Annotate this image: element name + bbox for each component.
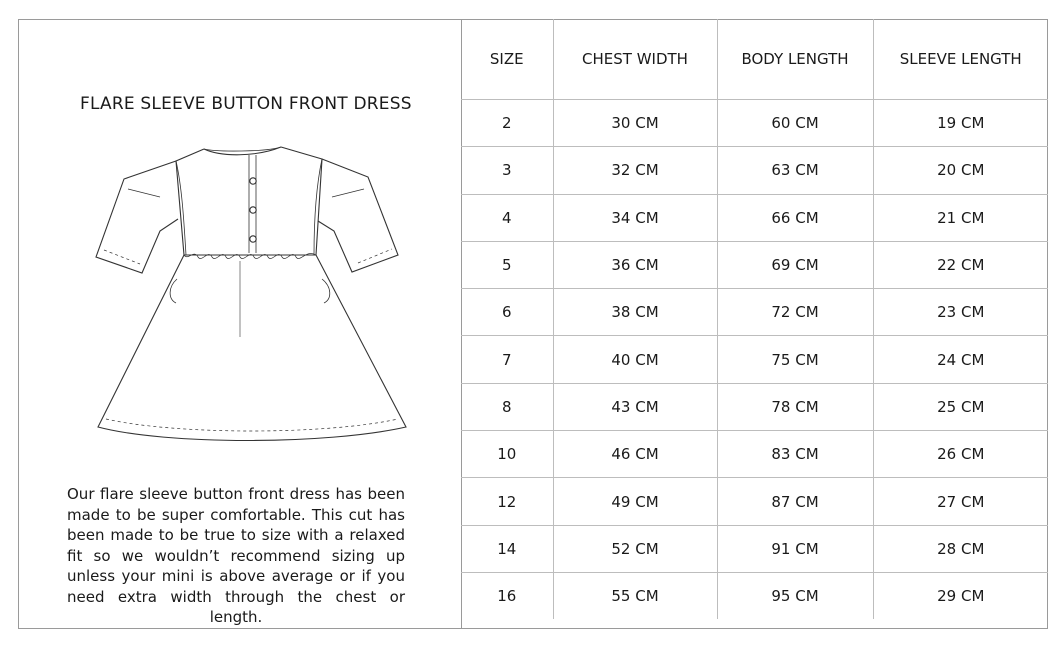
cell-size: 2 (461, 100, 553, 147)
cell-body-length: 69 CM (717, 241, 873, 288)
cell-body-length: 78 CM (717, 383, 873, 430)
cell-size: 3 (461, 147, 553, 194)
header-sleeve-length: SLEEVE LENGTH (873, 19, 1048, 100)
cell-chest-width: 34 CM (553, 194, 717, 241)
cell-chest-width: 40 CM (553, 336, 717, 383)
table-row (461, 289, 1048, 336)
cell-sleeve-length: 26 CM (873, 431, 1048, 478)
cell-body-length: 95 CM (717, 572, 873, 619)
table-row (461, 100, 1048, 147)
cell-body-length: 72 CM (717, 289, 873, 336)
dress-illustration (76, 127, 416, 452)
cell-chest-width: 55 CM (553, 572, 717, 619)
cell-size: 6 (461, 289, 553, 336)
cell-sleeve-length: 27 CM (873, 478, 1048, 525)
size-chart-table (461, 19, 1048, 619)
cell-chest-width: 38 CM (553, 289, 717, 336)
table-row (461, 525, 1048, 572)
cell-body-length: 87 CM (717, 478, 873, 525)
table-row (461, 431, 1048, 478)
cell-size: 14 (461, 525, 553, 572)
header-body-length: BODY LENGTH (717, 19, 873, 100)
cell-body-length: 60 CM (717, 100, 873, 147)
cell-chest-width: 49 CM (553, 478, 717, 525)
table-row (461, 194, 1048, 241)
cell-sleeve-length: 20 CM (873, 147, 1048, 194)
cell-size: 5 (461, 241, 553, 288)
table-row (461, 383, 1048, 430)
cell-size: 16 (461, 572, 553, 619)
cell-chest-width: 52 CM (553, 525, 717, 572)
product-title: FLARE SLEEVE BUTTON FRONT DRESS (80, 94, 412, 115)
cell-sleeve-length: 28 CM (873, 525, 1048, 572)
table-row (461, 241, 1048, 288)
table-row (461, 147, 1048, 194)
cell-body-length: 63 CM (717, 147, 873, 194)
cell-size: 8 (461, 383, 553, 430)
header-size: SIZE (461, 19, 553, 100)
cell-sleeve-length: 29 CM (873, 572, 1048, 619)
cell-sleeve-length: 22 CM (873, 241, 1048, 288)
header-chest-width: CHEST WIDTH (553, 19, 717, 100)
cell-body-length: 66 CM (717, 194, 873, 241)
cell-chest-width: 46 CM (553, 431, 717, 478)
cell-size: 10 (461, 431, 553, 478)
cell-sleeve-length: 23 CM (873, 289, 1048, 336)
cell-chest-width: 32 CM (553, 147, 717, 194)
cell-sleeve-length: 24 CM (873, 336, 1048, 383)
cell-body-length: 83 CM (717, 431, 873, 478)
table-row (461, 572, 1048, 619)
cell-body-length: 91 CM (717, 525, 873, 572)
cell-chest-width: 36 CM (553, 241, 717, 288)
size-chart-header-row (461, 19, 1048, 100)
table-row (461, 478, 1048, 525)
cell-size: 4 (461, 194, 553, 241)
cell-chest-width: 30 CM (553, 100, 717, 147)
cell-sleeve-length: 19 CM (873, 100, 1048, 147)
cell-chest-width: 43 CM (553, 383, 717, 430)
product-panel (18, 19, 461, 629)
cell-body-length: 75 CM (717, 336, 873, 383)
table-row (461, 336, 1048, 383)
product-description: Our flare sleeve button front dress has been made to be super comfortable. This cut has been made to be true to size with a relaxed fit so we wouldn’t recommend sizing up unless your mini is above average or if you need extra width through the chest or length. (67, 485, 405, 626)
cell-size: 12 (461, 478, 553, 525)
cell-sleeve-length: 21 CM (873, 194, 1048, 241)
cell-sleeve-length: 25 CM (873, 383, 1048, 430)
cell-size: 7 (461, 336, 553, 383)
